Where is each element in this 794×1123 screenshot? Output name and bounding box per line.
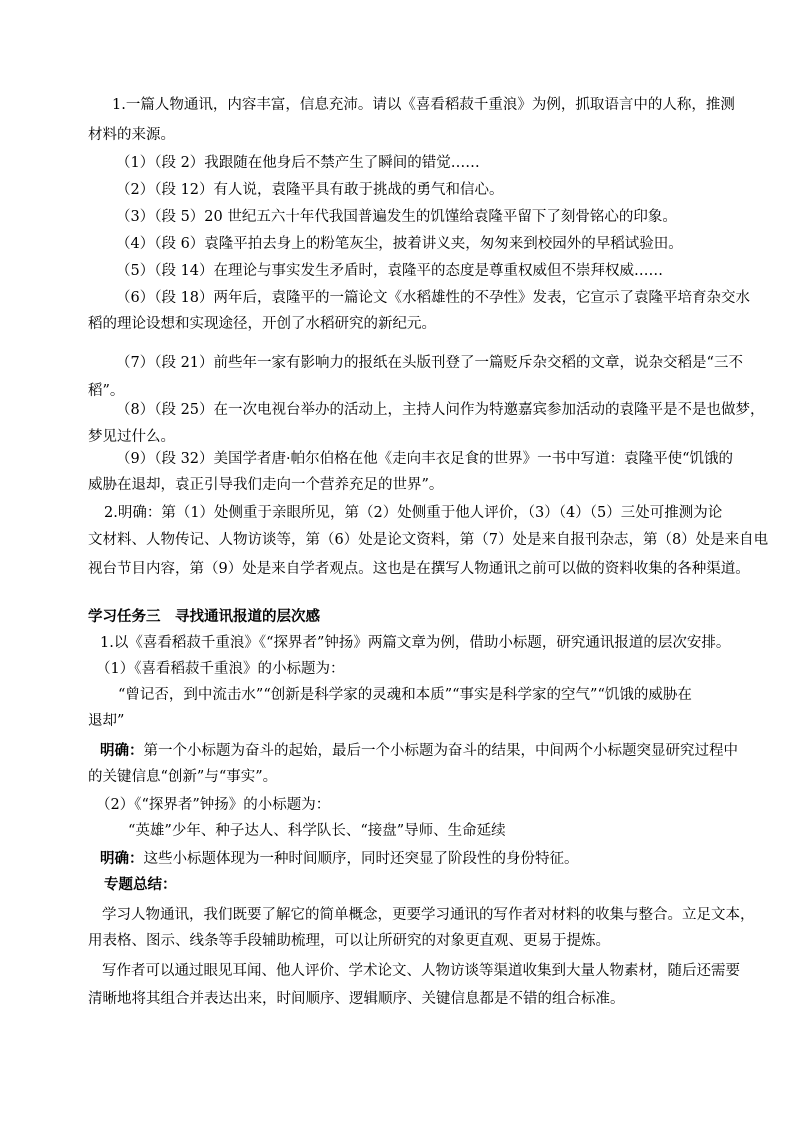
question-1-line-2: 材料的来源。: [88, 127, 175, 143]
question-1-line-1: 1.一篇人物通讯，内容丰富，信息充沛。请以《喜看稻菽千重浪》为例，抓取语言中的人称，推测: [112, 97, 735, 113]
excerpt-8-line-1: （8）（段 25）在一次电视台举办的活动上，主持人问作为特邀嘉宾参加活动的袁隆平是不是也做梦，: [116, 402, 765, 418]
summary-p1-line-2: 用表格、图示、线条等手段辅助梳理，可以让所研究的对象更直观、更易于提炼。: [88, 933, 610, 949]
summary-p1-line-1: 学习人物通讯，我们既要了解它的简单概念，更要学习通讯的写作者对材料的收集与整合。立足文本，: [102, 907, 755, 923]
excerpt-5: （5）（段 14）在理论与事实发生矛盾时，袁隆平的态度是尊重权威但不崇拜权威……: [116, 263, 664, 279]
excerpt-7-line-1: （7）（段 21）前些年一家有影响力的报纸在头版刊登了一篇贬斥杂交稻的文章，说杂交稻是“三不: [116, 355, 743, 371]
subtitles-line-1: “曾记否，到中流击水”“创新是科学家的灵魂和本质”“事实是科学家的空气”“饥饿的威胁在: [118, 687, 692, 703]
section-heading: 学习任务三 寻找通讯报道的层次感: [88, 609, 320, 625]
answer-1-line-2: 的关键信息“创新”与“事实”。: [88, 769, 278, 785]
summary-p2-line-1: 写作者可以通过眼见耳闻、他人评价、学术论文、人物访谈等渠道收集到大量人物素材，随后还需要: [102, 963, 740, 979]
answer-text: 这些小标题体现为一种时间顺序，同时还突显了阶段性的身份特征。: [143, 851, 579, 867]
answer-text: 第一个小标题为奋斗的起始，最后一个小标题为奋斗的结果，中间两个小标题突显研究过程中: [143, 743, 738, 759]
subtitles-2-line-1: “英雄”少年、种子达人、科学队长、“接盘”导师、生命延续: [128, 823, 506, 839]
excerpt-6-line-1: （6）（段 18）两年后，袁隆平的一篇论文《水稻雄性的不孕性》发表，它宣示了袁隆平培育杂交水: [116, 290, 751, 306]
excerpt-9-line-1: （9）（段 32）美国学者唐·帕尔伯格在他《走向丰衣足食的世界》一书中写道：袁隆平使“饥饿的: [116, 451, 734, 467]
summary-p2-line-2: 清晰地将其组合并表达出来，时间顺序、逻辑顺序、关键信息都是不错的组合标准。: [88, 991, 625, 1007]
subtitle-question-1: （1）《喜看稻菽千重浪》的小标题为：: [96, 661, 345, 677]
answer-2-line-1: [100, 846, 579, 872]
excerpt-3: （3）（段 5）20 世纪五六十年代我国普遍发生的饥馑给袁隆平留下了刻骨铭心的印象。: [116, 209, 677, 225]
task-3-question-1: 1.以《喜看稻菽千重浪》《“探界者”钟扬》两篇文章为例，借助小标题，研究通讯报道的层次安排。: [100, 635, 731, 651]
subtitles-line-2: 退却”: [88, 713, 125, 729]
excerpt-7-line-2: 稻”。: [88, 383, 125, 399]
answer-1-line-1: [100, 738, 738, 764]
subtitle-question-2: （2）《“探界者”钟扬》的小标题为：: [96, 797, 331, 813]
excerpt-2: （2）（段 12）有人说，袁隆平具有敢于挑战的勇气和信心。: [116, 182, 504, 198]
answer-label: 明确：: [100, 743, 144, 759]
summary-label: 专题总结：: [104, 877, 177, 893]
excerpt-4: （4）（段 6）袁隆平拍去身上的粉笔灰尘，披着讲义夹，匆匆来到校园外的早稻试验田。: [116, 236, 683, 252]
answer-label: 明确：: [100, 851, 144, 867]
excerpt-8-line-2: 梦见过什么。: [88, 429, 175, 445]
excerpt-9-line-2: 威胁在退却，袁正引导我们走向一个营养充足的世界”。: [88, 477, 444, 493]
question-2-line-2: 文材料、人物传记、人物访谈等，第（6）处是论文资料，第（7）处是来自报刊杂志，第（8）处是来自电: [88, 532, 769, 548]
excerpt-1: （1）（段 2）我跟随在他身后不禁产生了瞬间的错觉……: [116, 155, 480, 171]
excerpt-6-line-2: 稻的理论设想和实现途径，开创了水稻研究的新纪元。: [88, 316, 436, 332]
question-2-line-3: 视台节目内容，第（9）处是来自学者观点。这也是在撰写人物通讯之前可以做的资料收集的各种渠道。: [88, 561, 750, 577]
question-2-line-1: 2.明确：第（1）处侧重于亲眼所见，第（2）处侧重于他人评价，（3）（4）（5）三处可推测为论: [104, 505, 723, 521]
